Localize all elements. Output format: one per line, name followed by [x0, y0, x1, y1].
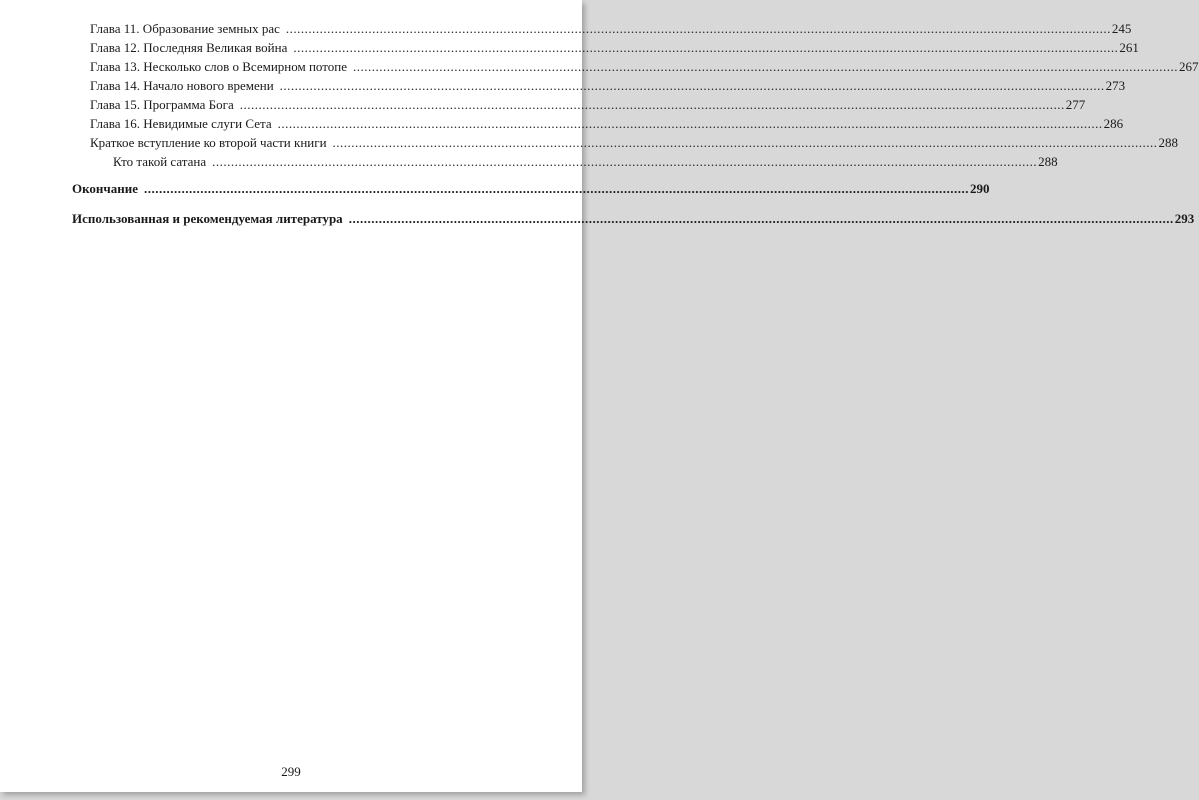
toc-entry-title: Глава 11. Образование земных рас [90, 21, 280, 36]
dot-leader: ............................................................................................................................................................................................................................ [353, 59, 1178, 74]
toc-entry-title: Глава 12. Последняя Великая война [90, 40, 288, 55]
toc-entry-title: Глава 15. Программа Бога [90, 97, 234, 112]
toc-entry-page: 277 [1065, 97, 1086, 112]
toc-entry-chapter-11 [90, 20, 1132, 38]
dot-leader: ............................................................................................................................................................................................................................ [277, 116, 1103, 131]
toc-entry-title: Кто такой сатана [113, 154, 207, 169]
toc-entry-page: 288 [1038, 154, 1058, 169]
toc-entry-page: 293 [1174, 211, 1195, 226]
dot-leader: ............................................................................................................................................................................................................................ [285, 21, 1111, 36]
toc-entry-title: Краткое вступление ко второй части книги [90, 135, 327, 150]
toc-entry-part-two-intro [90, 134, 1179, 152]
toc-entry-page: 288 [1158, 135, 1179, 150]
page-number: 299 [281, 764, 301, 779]
toc-entry-page: 273 [1105, 78, 1126, 93]
dot-leader: ............................................................................................................................................................................................................................ [348, 211, 1174, 226]
toc-entry-page: 261 [1119, 40, 1139, 55]
toc-entry-chapter-15 [90, 96, 1086, 114]
dot-leader: ............................................................................................................................................................................................................................ [239, 97, 1065, 112]
dot-leader: ............................................................................................................................................................................................................................ [279, 78, 1105, 93]
dot-leader: ............................................................................................................................................................................................................................ [144, 181, 970, 196]
toc-entry-chapter-12 [90, 39, 1139, 57]
toc-entry-title: Глава 14. Начало нового времени [90, 78, 274, 93]
toc-entry-chapter-16 [90, 115, 1124, 133]
toc-entry-page: 286 [1103, 116, 1124, 131]
dot-leader: ............................................................................................................................................................................................................................ [212, 154, 1038, 169]
toc-entry-title: Окончание [72, 181, 139, 196]
toc-entry-page: 245 [1111, 21, 1132, 36]
toc-entry-chapter-14 [90, 77, 1126, 95]
toc-entry-title: Использованная и рекомендуемая литература [72, 211, 343, 226]
toc-entry-page: 290 [970, 181, 990, 196]
dot-leader: ............................................................................................................................................................................................................................ [293, 40, 1119, 55]
toc-entry-title: Глава 16. Невидимые слуги Сета [90, 116, 272, 131]
toc-entry-chapter-13 [90, 58, 1199, 76]
toc-entry-literature [72, 210, 1195, 228]
toc-entry-subsection [113, 153, 1058, 171]
toc-entry-page: 267 [1179, 59, 1199, 74]
toc-entry-title: Глава 13. Несколько слов о Всемирном потопе [90, 59, 347, 74]
toc-entry-ending [72, 180, 990, 198]
dot-leader: ............................................................................................................................................................................................................................ [332, 135, 1158, 150]
